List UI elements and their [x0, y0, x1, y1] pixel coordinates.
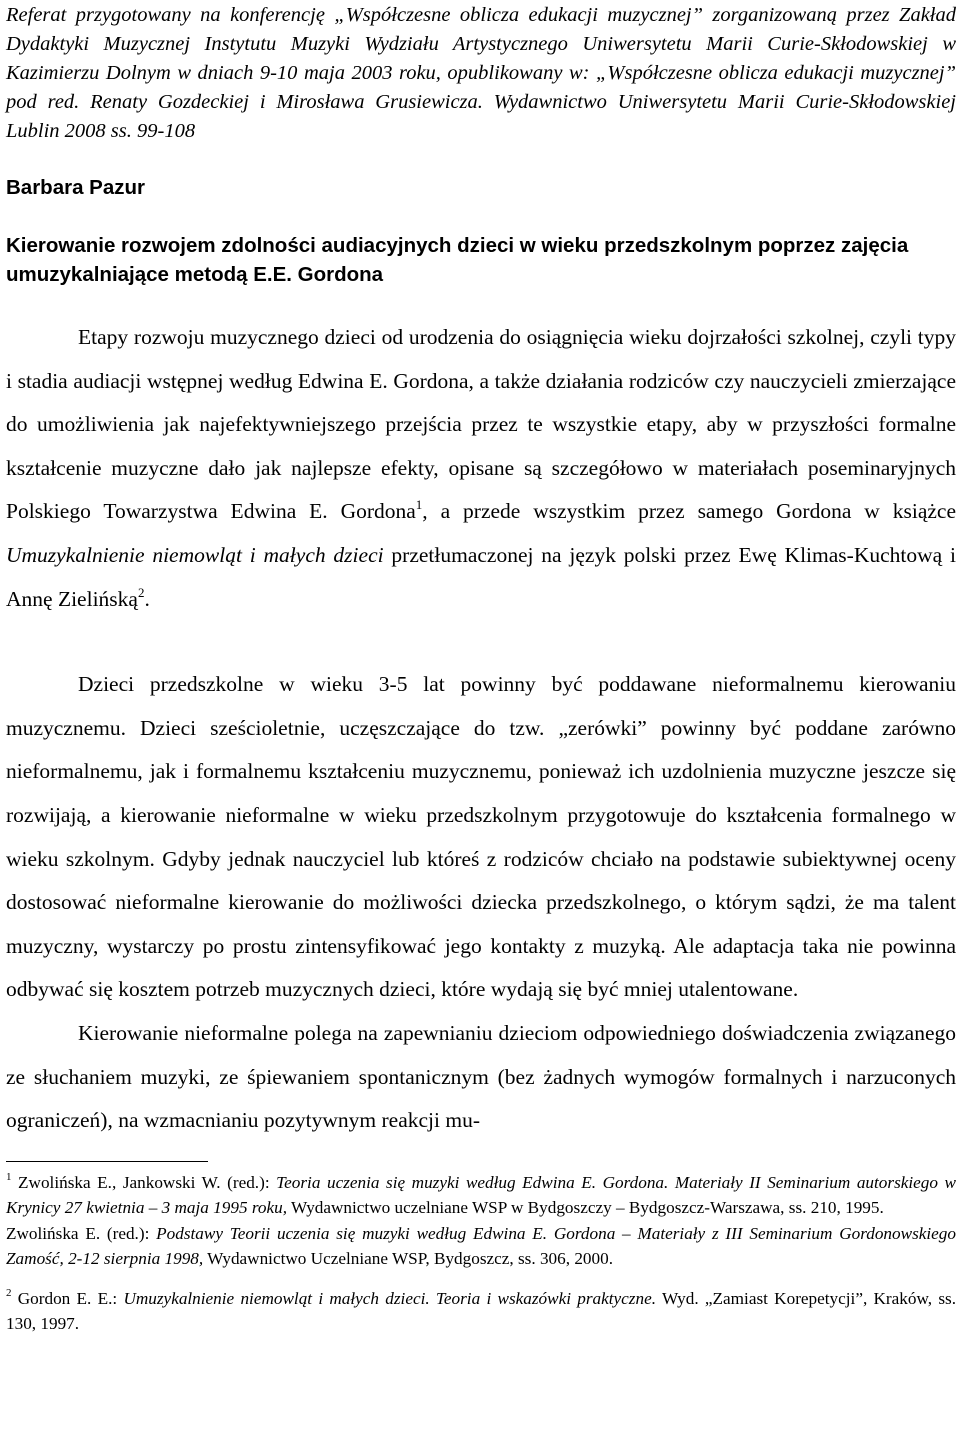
footnote-ref-1[interactable]: 1 — [415, 497, 423, 513]
footnote-1-title: Teoria uczenia się muzyki według Edwina E. Gordona. Materiały II Seminarium autorskiego w Krynicy 27 kwietnia – 3 maja 1995 roku, — [6, 1172, 956, 1218]
footnote-1 — [6, 1170, 956, 1221]
footnote-2-author: Gordon E. E.: — [11, 1288, 124, 1308]
footnote-1-continued — [6, 1221, 956, 1272]
paragraph-1-text-a: Etapy rozwoju muzycznego dzieci od urodzenia do osiągnięcia wieku dojrzałości szkolnej, czyli typy i stadia audiacji wstępnej według Edwina E. Gordona, a także działania rodziców czy nauczycieli zmierzające do umożliwienia jak najefektywniejszego przejścia przez te wszystkie etapy, aby w przyszłości formalne kształcenie muzyczne dało jak najlepsze efekty, opisane są szczegółowo w materiałach poseminaryjnych Polskiego Towarzystwa Edwina E. Gordona — [6, 325, 956, 524]
publication-note — [6, 0, 956, 146]
footnote-2-number: 2 — [6, 1286, 12, 1299]
paragraph-2: Dzieci przedszkolne w wieku 3-5 lat powinny być poddawane nieformalnemu kierowaniu muzycznemu. Dzieci sześcioletnie, uczęszczające do tzw. „zerówki” powinny być poddane zarówno nieformalnemu, jak i formalnemu kształceniu muzycznemu, ponieważ ich uzdolnienia muzyczne jeszcze się rozwijają, a kierowanie nieformalne w wieku przedszkolnym przygotowuje do kształcenia formalnego w wieku szkolnym. Gdyby jednak nauczyciel lub któreś z rodziców chciało na podstawie subiektywnej oceny dostosować nieformalne kierowanie do możliwości dziecka przedszkolnego, o którym sądzi, że ma talent muzyczny, wystarczy po prostu zintensyfikować jego kontakty z muzyką. Ale adaptacja taka nie powinna odbywać się kosztem potrzeb muzycznych dzieci, które wydają się być mniej utalentowane. — [6, 672, 956, 1002]
footnote-1-rest: Wydawnictwo uczelniane WSP w Bydgoszczy – Bydgoszcz-Warszawa, ss. 210, 1995. — [287, 1198, 884, 1218]
footnote-1-number: 1 — [6, 1170, 12, 1183]
footnote-2-rest: Wyd. „Zamiast Korepetycji”, Kraków, ss. 130, 1997. — [6, 1288, 956, 1334]
article-title: Kierowanie rozwojem zdolności audiacyjnych dzieci w wieku przedszkolnym poprzez zajęcia umuzykalniające metodą E.E. Gordona — [6, 234, 909, 286]
author-name: Barbara Pazur — [6, 176, 146, 199]
paragraph-3: Kierowanie nieformalne polega na zapewnianiu dzieciom odpowiedniego doświadczenia związanego ze słuchaniem muzyki, ze śpiewaniem spontanicznym (bez żadnych wymogów formalnych i narzuconych ograniczeń), na wzmacnianiu pozytywnym reakcji mu- — [6, 1020, 956, 1133]
footnote-1b-author: Zwolińska E. (red.): — [6, 1223, 157, 1243]
document-page — [6, 0, 956, 1337]
footnote-2 — [6, 1286, 956, 1337]
paragraph-1-text-d: . — [144, 586, 150, 611]
paragraph-1-text-c: przetłumaczonej na język polski przez Ewę Klimas-Kuchtową i Annę Zielińską — [6, 542, 956, 611]
footnote-1b-title: Podstawy Teorii uczenia się muzyki według Edwina E. Gordona – Materiały z III Seminarium Gordonowskiego Zamość, 2-12 sierpnia 1998, — [6, 1223, 956, 1269]
paragraph-1 — [6, 316, 956, 621]
paragraph-1-text-b: , a przede wszystkim przez samego Gordona w książce — [422, 499, 956, 524]
footnote-1-author: Zwolińska E., Jankowski W. (red.): — [11, 1172, 277, 1192]
footnote-divider — [6, 1161, 208, 1162]
book-title: Umuzykalnienie niemowląt i małych dzieci — [6, 542, 384, 567]
footnote-ref-2[interactable]: 2 — [137, 584, 145, 600]
footnote-1b-rest: Wydawnictwo Uczelniane WSP, Bydgoszcz, ss. 306, 2000. — [203, 1249, 613, 1269]
publication-note-text: Referat przygotowany na konferencję „Współczesne oblicza edukacji muzycznej” zorganizowaną przez Zakład Dydaktyki Muzycznej Instytutu Muzyki Wydziału Artystycznego Uniwersytetu Marii Curie-Skłodowskiej w Kazimierzu Dolnym w dniach 9-10 maja 2003 roku, opublikowany w: „Współczesne oblicza edukacji muzycznej” pod red. Renaty Gozdeckiej i Mirosława Grusiewicza. Wydawnictwo Uniwersytetu Marii Curie-Skłodowskiej Lublin 2008 ss. 99-108 — [6, 4, 956, 142]
footnote-2-title: Umuzykalnienie niemowląt i małych dzieci. Teoria i wskazówki praktyczne. — [123, 1288, 657, 1308]
